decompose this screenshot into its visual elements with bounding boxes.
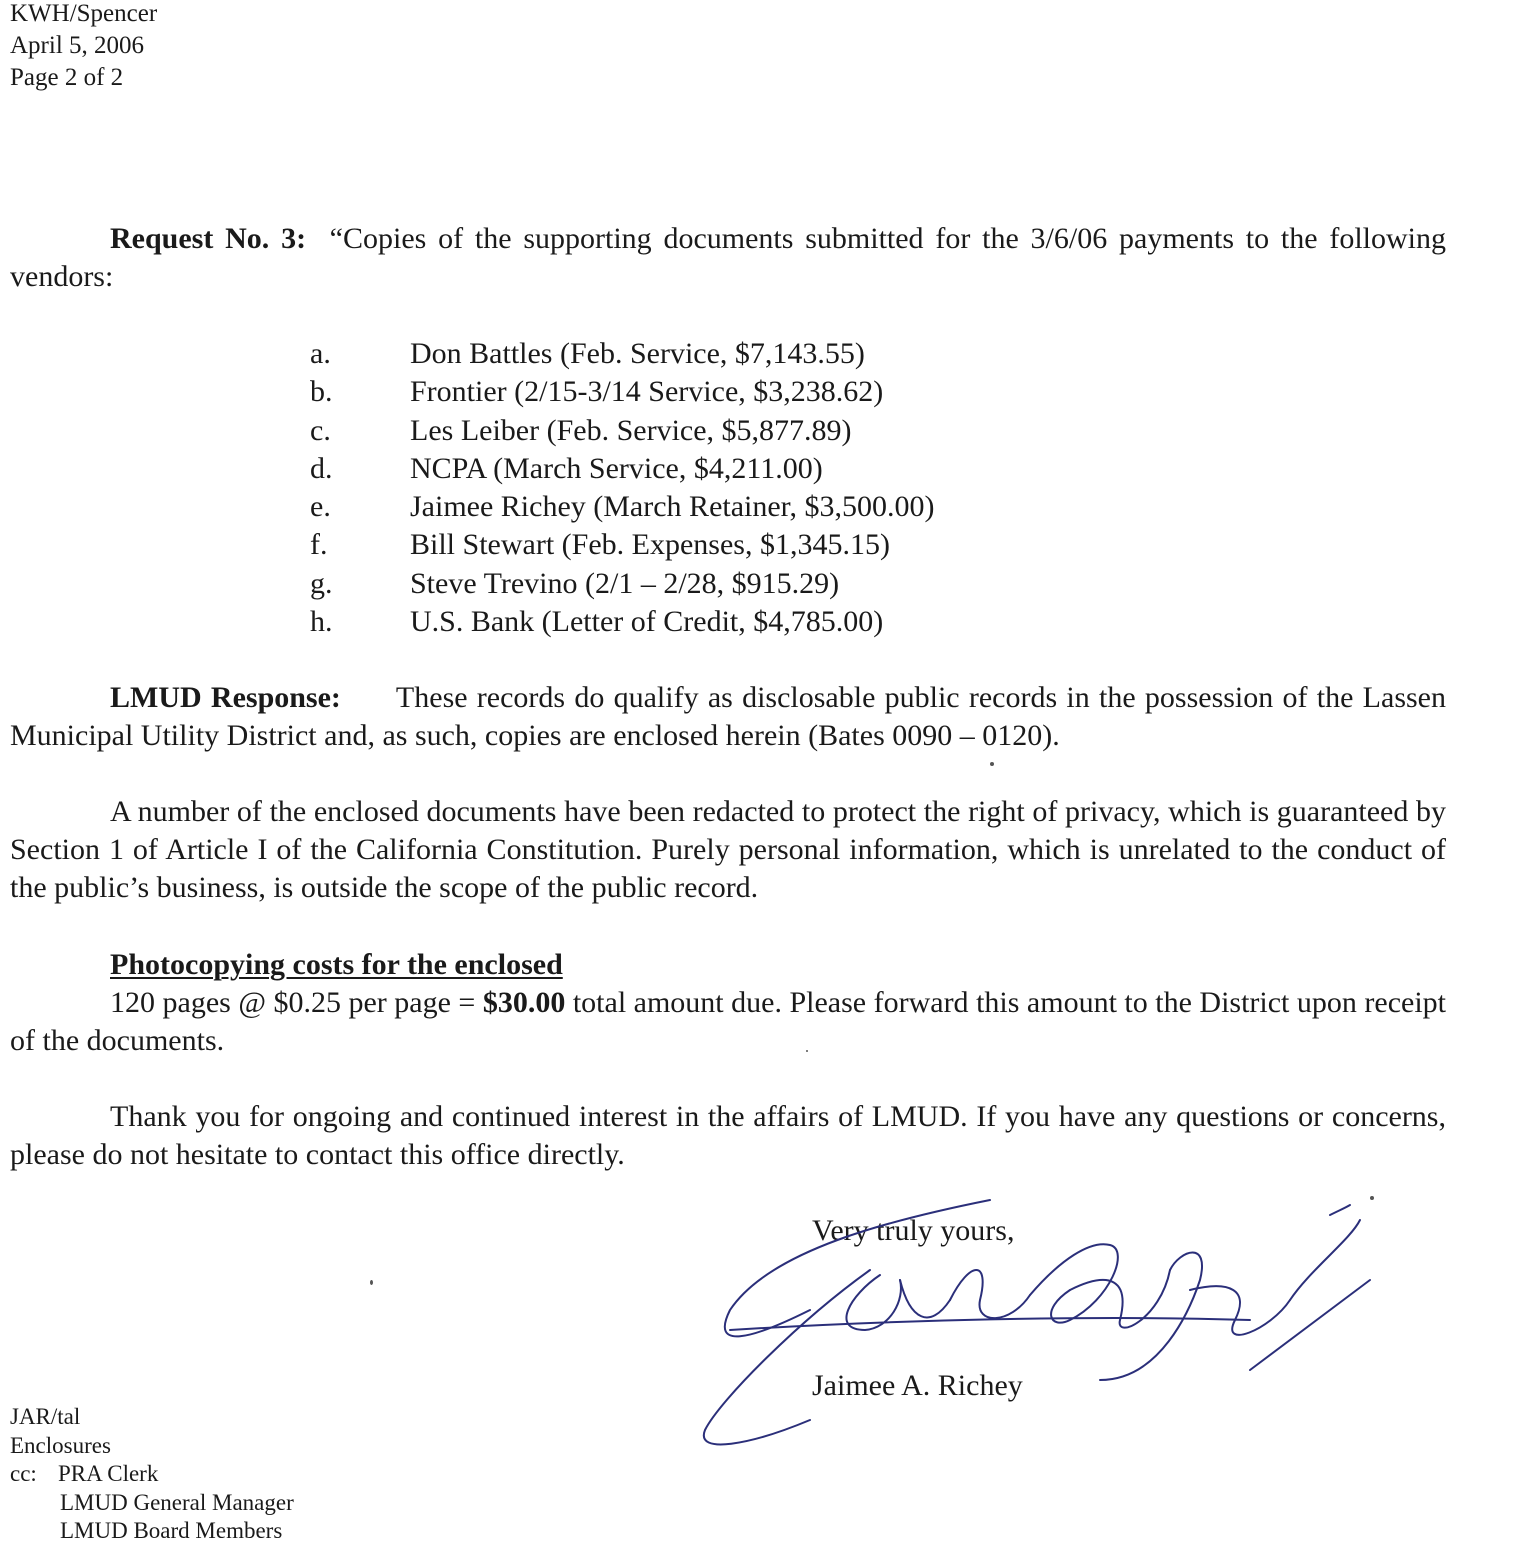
vendor-item (310, 335, 934, 373)
vendor-letter: e. (310, 490, 331, 524)
request-paragraph (10, 220, 1446, 296)
footer-initials: JAR/tal (10, 1404, 81, 1429)
page-header (10, 0, 157, 94)
footer-enclosures: Enclosures (10, 1432, 111, 1458)
vendor-letter: b. (310, 375, 333, 409)
vendor-item (310, 603, 934, 641)
scan-speck (990, 762, 994, 766)
response-text: These records do qualify as disclosable public records in the possession of the Lassen Municipal Utility District and, as such, copies are enclosed herein (Bates 0090 – 0120). (10, 681, 1446, 752)
scan-speck (1370, 1196, 1374, 1200)
header-date: April 5, 2006 (10, 32, 145, 59)
request-label: Request No. 3: (110, 222, 307, 255)
cc-recipient: LMUD Board Members (60, 1518, 283, 1544)
photocopying-section (10, 946, 1446, 1060)
photocopying-text (10, 984, 1446, 1060)
scan-speck (370, 1280, 373, 1285)
vendor-item (310, 373, 934, 411)
letter-footer (10, 1403, 294, 1546)
vendor-letter: h. (310, 605, 333, 639)
vendor-text: NCPA (March Service, $4,211.00) (410, 451, 823, 485)
signer-name: Jaimee A. Richey (812, 1369, 1023, 1402)
header-recipient: KWH/Spencer (10, 0, 158, 27)
vendor-item (310, 526, 934, 564)
vendor-letter: a. (310, 337, 331, 370)
cc-recipient: LMUD General Manager (60, 1489, 294, 1515)
vendor-text: Bill Stewart (Feb. Expenses, $1,345.15) (410, 528, 890, 562)
vendor-list (310, 335, 934, 641)
closing-salutation: Very truly yours, (812, 1214, 1015, 1247)
header-page-number: Page 2 of 2 (10, 64, 124, 91)
vendor-letter: d. (310, 451, 333, 485)
photocopying-post: total amount due. Please forward this amount to the District upon receipt of the documents. (10, 986, 1446, 1057)
vendor-text: Steve Trevino (2/1 – 2/28, $915.29) (410, 566, 840, 600)
vendor-text: Frontier (2/15-3/14 Service, $3,238.62) (410, 375, 884, 409)
photocopying-heading: Photocopying costs for the enclosed (110, 948, 563, 981)
vendor-letter: c. (310, 413, 331, 447)
privacy-paragraph: A number of the enclosed documents have been redacted to protect the right of privacy, which is guaranteed by Section 1 of Article I of the California Constitution. Purely personal information, which is unrelated to the conduct of the public’s business, is outside the scope of the public record. (10, 795, 1446, 904)
vendor-letter: f. (310, 528, 328, 562)
cc-line (10, 1460, 294, 1489)
cc-label: cc: (10, 1461, 37, 1487)
vendor-text: Jaimee Richey (March Retainer, $3,500.00) (410, 490, 935, 524)
photocopying-pre: 120 pages @ $0.25 per page = (110, 986, 483, 1019)
amount-due: $30.00 (482, 986, 566, 1019)
thanks-paragraph: Thank you for ongoing and continued interest in the affairs of LMUD. If you have any questions or concerns, please do not hesitate to contact this office directly. (10, 1100, 1446, 1171)
vendor-text: Les Leiber (Feb. Service, $5,877.89) (410, 413, 852, 447)
vendor-item (310, 412, 934, 450)
response-label: LMUD Response: (110, 681, 341, 714)
vendor-text: Don Battles (Feb. Service, $7,143.55) (410, 337, 865, 370)
cc-recipient: PRA Clerk (58, 1461, 159, 1487)
vendor-item (310, 450, 934, 488)
scan-speck (806, 1050, 808, 1052)
response-paragraph (10, 679, 1446, 755)
vendor-item (310, 488, 934, 526)
vendor-item (310, 565, 934, 603)
vendor-letter: g. (310, 566, 333, 600)
vendor-text: U.S. Bank (Letter of Credit, $4,785.00) (410, 605, 884, 639)
handwritten-signature (690, 1180, 1390, 1460)
request-text: “Copies of the supporting documents submitted for the 3/6/06 payments to the following vendors: (10, 222, 1447, 293)
